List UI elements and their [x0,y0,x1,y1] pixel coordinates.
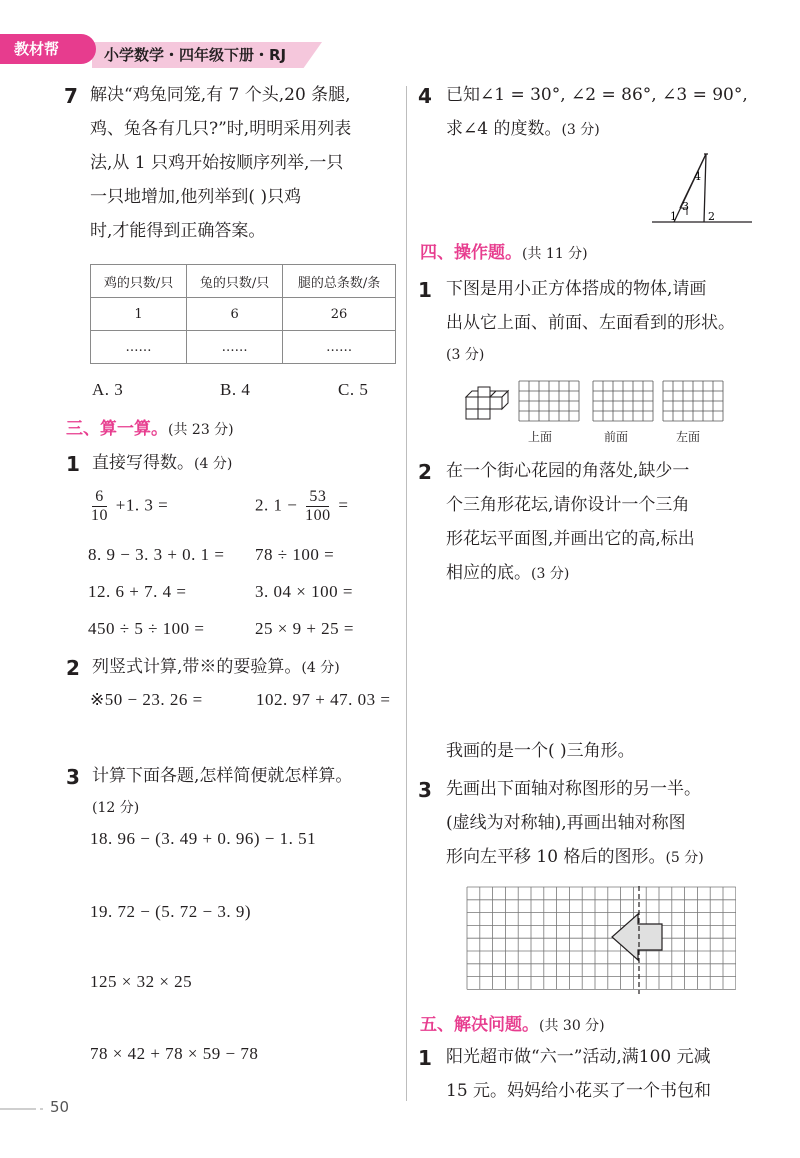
half-arrow-shape [612,914,662,960]
section-title: 三、算一算。 [66,419,168,439]
equation: 450 ÷ 5 ÷ 100 = [88,619,205,638]
fraction-equation: $\frac{6}{10}$ +1. 3 = [88,488,168,525]
table-cell: 1 [91,298,187,331]
question-number: 2 [418,460,432,484]
footer-dot [40,1108,43,1110]
grid-label: 上面 [528,430,553,444]
question-number: 7 [64,84,78,108]
q7-table [90,264,396,364]
symmetry-grid[interactable] [466,886,736,994]
grid-label: 前面 [604,430,629,444]
column-divider [406,86,407,1101]
question-points: (3 分) [446,347,485,363]
option-b[interactable]: B. 4 [220,380,251,399]
angle-label-4: 4 [694,170,701,183]
equation: 3. 04 × 100 = [255,582,353,601]
question-text: 直接写得数。(4 分) [92,453,233,473]
section-title: 五、解决问题。 [420,1015,539,1035]
fraction: $\frac{53}{100}$ [305,488,331,524]
question-text: 计算下面各题,怎样简便就怎样算。 [92,766,353,786]
question-points: (12 分) [92,800,140,816]
answer-line[interactable]: 我画的是一个( )三角形。 [446,741,635,761]
s4q1-text: 下图是用小正方体搭成的物体,请画 出从它上面、前面、左面看到的形状。 [446,279,735,333]
equation: 8. 9 − 3. 3 + 0. 1 = [88,545,225,564]
section-points: (共 23 分) [168,422,234,438]
question-number: 1 [418,1046,432,1070]
equation: 78 × 42 + 78 × 59 − 78 [90,1044,259,1063]
book-title: 小学数学・四年级下册・RJ [104,46,287,64]
equation: 102. 97 + 47. 03 = [256,690,391,709]
table-header: 兔的只数/只 [187,265,283,298]
equation: 78 ÷ 100 = [255,545,335,564]
fraction: $\frac{6}{10}$ [91,488,108,524]
grid-left-view [662,380,724,426]
cube-object [464,385,514,421]
angle-label-1: 1 [670,210,677,223]
option-c[interactable]: C. 5 [338,380,369,399]
equation: 12. 6 + 7. 4 = [88,582,187,601]
grid-top-view [518,380,580,426]
q4-text: 已知∠1 = 30°, ∠2 = 86°, ∠3 = 90°, 求∠4 的度数。(3 分) [446,85,748,139]
table-header: 腿的总条数/条 [283,265,396,298]
question-text: 列竖式计算,带※的要验算。(4 分) [92,657,340,677]
table-cell: …… [283,331,396,364]
question-number: 3 [66,765,80,789]
table-header-row [91,265,396,298]
section-heading [420,238,588,263]
angle-label-2: 2 [708,210,715,223]
grid-label: 左面 [676,430,701,444]
question-number: 1 [66,452,80,476]
s4q2-text: 在一个街心花园的角落处,缺少一 个三角形花坛,请你设计一个三角 形花坛平面图,并画出它的高,标出 相应的底。(3 分) [446,461,695,583]
equation: 125 × 32 × 25 [90,972,193,991]
equation: 25 × 9 + 25 = [255,619,355,638]
question-number: 1 [418,278,432,302]
section-points: (共 11 分) [522,246,588,262]
table-row [91,331,396,364]
section-title: 四、操作题。 [420,243,522,263]
table-cell: 26 [283,298,396,331]
question-number: 2 [66,656,80,680]
triangle-side [704,154,706,222]
grid-front-view [592,380,654,426]
angle-label-3: 3 [682,200,689,213]
equation: 18. 96 − (3. 49 + 0. 96) − 1. 51 [90,829,317,848]
table-cell: …… [187,331,283,364]
section-heading [420,1010,605,1035]
table-header: 鸡的只数/只 [91,265,187,298]
table-cell: 6 [187,298,283,331]
s4q3-text: 先画出下面轴对称图形的另一半。 (虚线为对称轴),再画出轴对称图 形向左平移 10 格后的图形。(5 分) [446,779,704,867]
section-points: (共 30 分) [539,1018,605,1034]
equation: 19. 72 − (5. 72 − 3. 9) [90,902,251,921]
table-cell: …… [91,331,187,364]
section-heading [66,414,234,439]
footer-rule [0,1108,36,1110]
q7-text: 解决“鸡兔同笼,有 7 个头,20 条腿, 鸡、兔各有几只?”时,明明采用列表 法,从 1 只鸡开始按顺序列举,一只 一只地增加,他列举到( )只鸡 时,才能得到正确答案。 [90,85,352,241]
angle-figure [640,150,760,230]
table-row [91,298,396,331]
question-number: 3 [418,778,432,802]
question-number: 4 [418,84,432,108]
fraction-equation: 2. 1 − $\frac{53}{100}$ = [255,488,349,524]
page-number: 50 [50,1098,70,1116]
s5q1-text: 阳光超市做“六一”活动,满100 元减 15 元。妈妈给小花买了一个书包和 [446,1047,712,1101]
option-a[interactable]: A. 3 [92,380,124,399]
equation: ※50 − 23. 26 = [90,690,203,709]
brand-tag: 教材帮 [0,34,96,64]
